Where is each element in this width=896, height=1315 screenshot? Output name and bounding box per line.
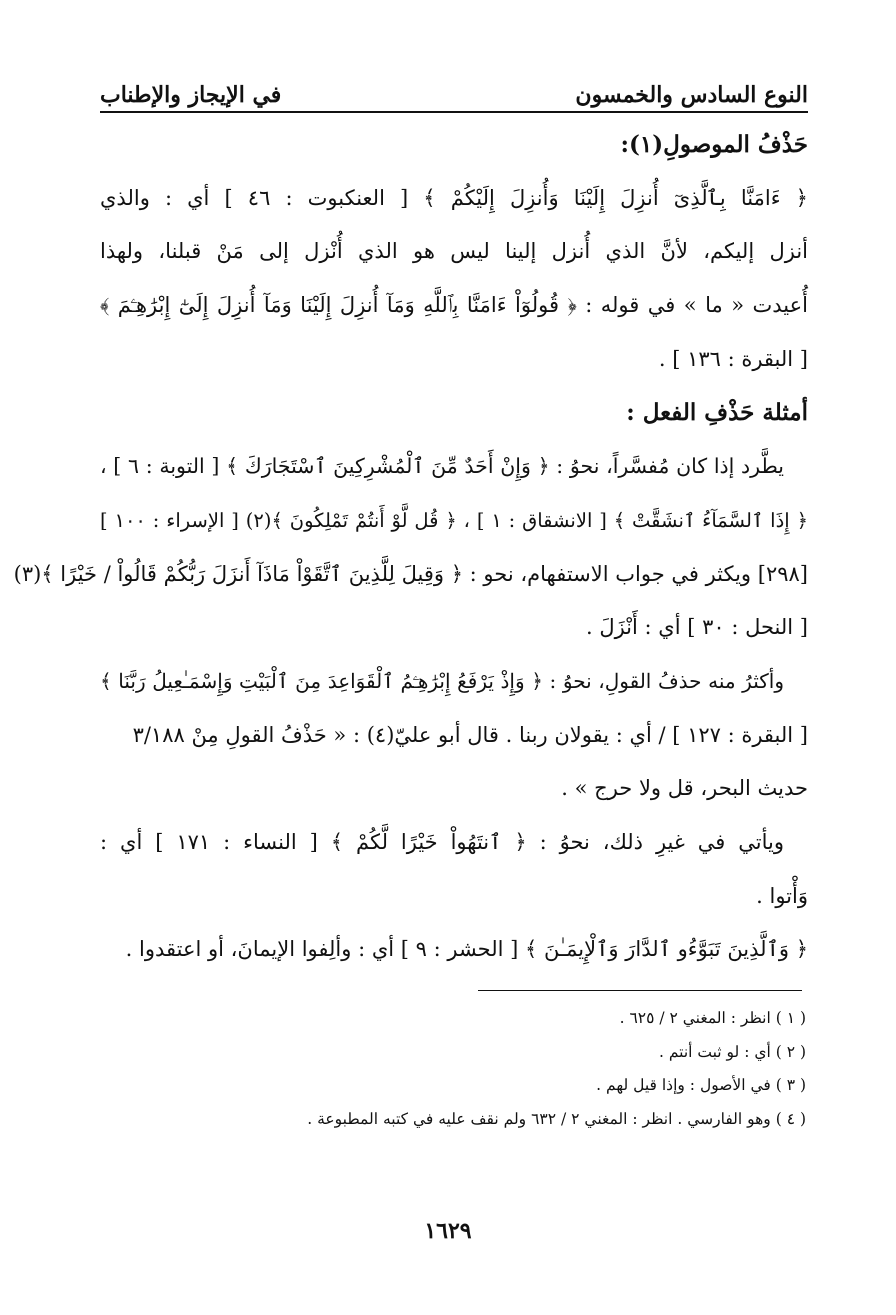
text-line: ويأتي في غيرِ ذلك، نحوُ : ﴿ ٱنتَهُواْ خَيْرًا لَّكُمْ ﴾ [ النساء : ١٧١ ] أي : <box>100 829 784 854</box>
text-line: ﴿ وَٱلَّذِينَ تَبَوَّءُو ٱلدَّارَ وَٱلْإِيمَـٰنَ ﴾ [ الحشر : ٩ ] أي : وألِفوا الإيمانَ، أو اعتقدوا . <box>125 937 808 962</box>
text-line: يطَّرد إذا كان مُفسَّراً، نحوُ : ﴿ وَإِنْ أَحَدٌ مِّنَ ٱلْمُشْرِكِينَ ٱسْتَجَارَكَ ﴾ [ التوبة : ٦ ] ، <box>100 454 784 479</box>
footnote: ( ١ ) انظر : المغني ٢ / ٦٢٥ . <box>619 1009 806 1027</box>
text-line: وَأْتوا . <box>756 883 808 908</box>
text-line: [ البقرة : ١٢٧ ] / أي : يقولان ربنا . قال أبو عليّ(٤) : « حَذْفُ القولِ مِنْ ٣/١٨٨ <box>132 722 808 747</box>
text-line: حديث البحر، قل ولا حرج » . <box>561 776 808 801</box>
main-text <box>13 118 808 977</box>
text-line: ﴿ إِذَا ٱلسَّمَآءُ ٱنشَقَّتْ ﴾ [ الانشقاق : ١ ] ، ﴿ قُل لَّوْ أَنتُمْ تَمْلِكُونَ ﴾(٢) [ الإسراء : ١٠٠ ] <box>100 508 808 532</box>
subheading-relative-omission: حَذْفُ الموصولِ(١): <box>620 131 808 158</box>
footnote-divider <box>478 990 802 991</box>
footnote: ( ٣ ) في الأصول : وإذا قيل لهم . <box>596 1076 806 1094</box>
page-number: ١٦٢٩ <box>424 1218 472 1244</box>
text-line: أنزل إليكم، لأنَّ الذي أُنزل إلينا ليس هو الذي أُنْزل إلى مَنْ قبلنا، ولهذا <box>100 239 808 264</box>
section-title: في الإيجاز والإطناب <box>100 82 282 108</box>
running-header <box>100 58 808 108</box>
subheading-verb-omission: أمثلة حَذْفِ الفعل : <box>626 399 808 427</box>
text-line: وأكثرُ منه حذفُ القولِ، نحوُ : ﴿ وَإِذْ يَرْفَعُ إِبْرَٰهِـۧمُ ٱلْقَوَاعِدَ مِنَ ٱلْبَيْتِ وَإِسْمَـٰعِيلُ رَبَّنَا ﴾ <box>100 668 784 693</box>
footnote: ( ٢ ) أي : لو ثبت أنتم . <box>659 1042 806 1061</box>
text-line: أُعيدت « ما » في قوله : ﴿ قُولُوٓاْ ءَامَنَّا بِٱللَّهِ وَمَآ أُنزِلَ إِلَيْنَا وَمَآ أُنزِلَ إِلَىٰٓ إِبْرَٰهِـۧمَ ﴾ <box>100 293 808 318</box>
footnotes <box>100 1002 806 1136</box>
text-line: [٢٩٨] ويكثر في جواب الاستفهام، نحو : ﴿ وَقِيلَ لِلَّذِينَ ٱتَّقَوْاْ مَاذَآ أَنزَلَ رَبُّكُمْ قَالُواْ / خَيْرًا ﴾(٣) <box>13 561 808 586</box>
text-line: [ النحل : ٣٠ ] أي : أَنْزَلَ . <box>585 615 808 640</box>
footnote: ( ٤ ) وهو الفارسي . انظر : المغني ٢ / ٦٣٢ ولم نقف عليه في كتبه المطبوعة . <box>307 1109 806 1128</box>
chapter-title: النوع السادس والخمسون <box>575 82 808 108</box>
text-line: ﴿ ءَامَنَّا بِٱلَّذِىٓ أُنزِلَ إِلَيْنَا وَأُنزِلَ إِلَيْكُمْ ﴾ [ العنكبوت : ٤٦ ] أي : والذي <box>100 185 808 210</box>
header-divider <box>100 111 808 113</box>
text-line: [ البقرة : ١٣٦ ] . <box>658 346 808 371</box>
